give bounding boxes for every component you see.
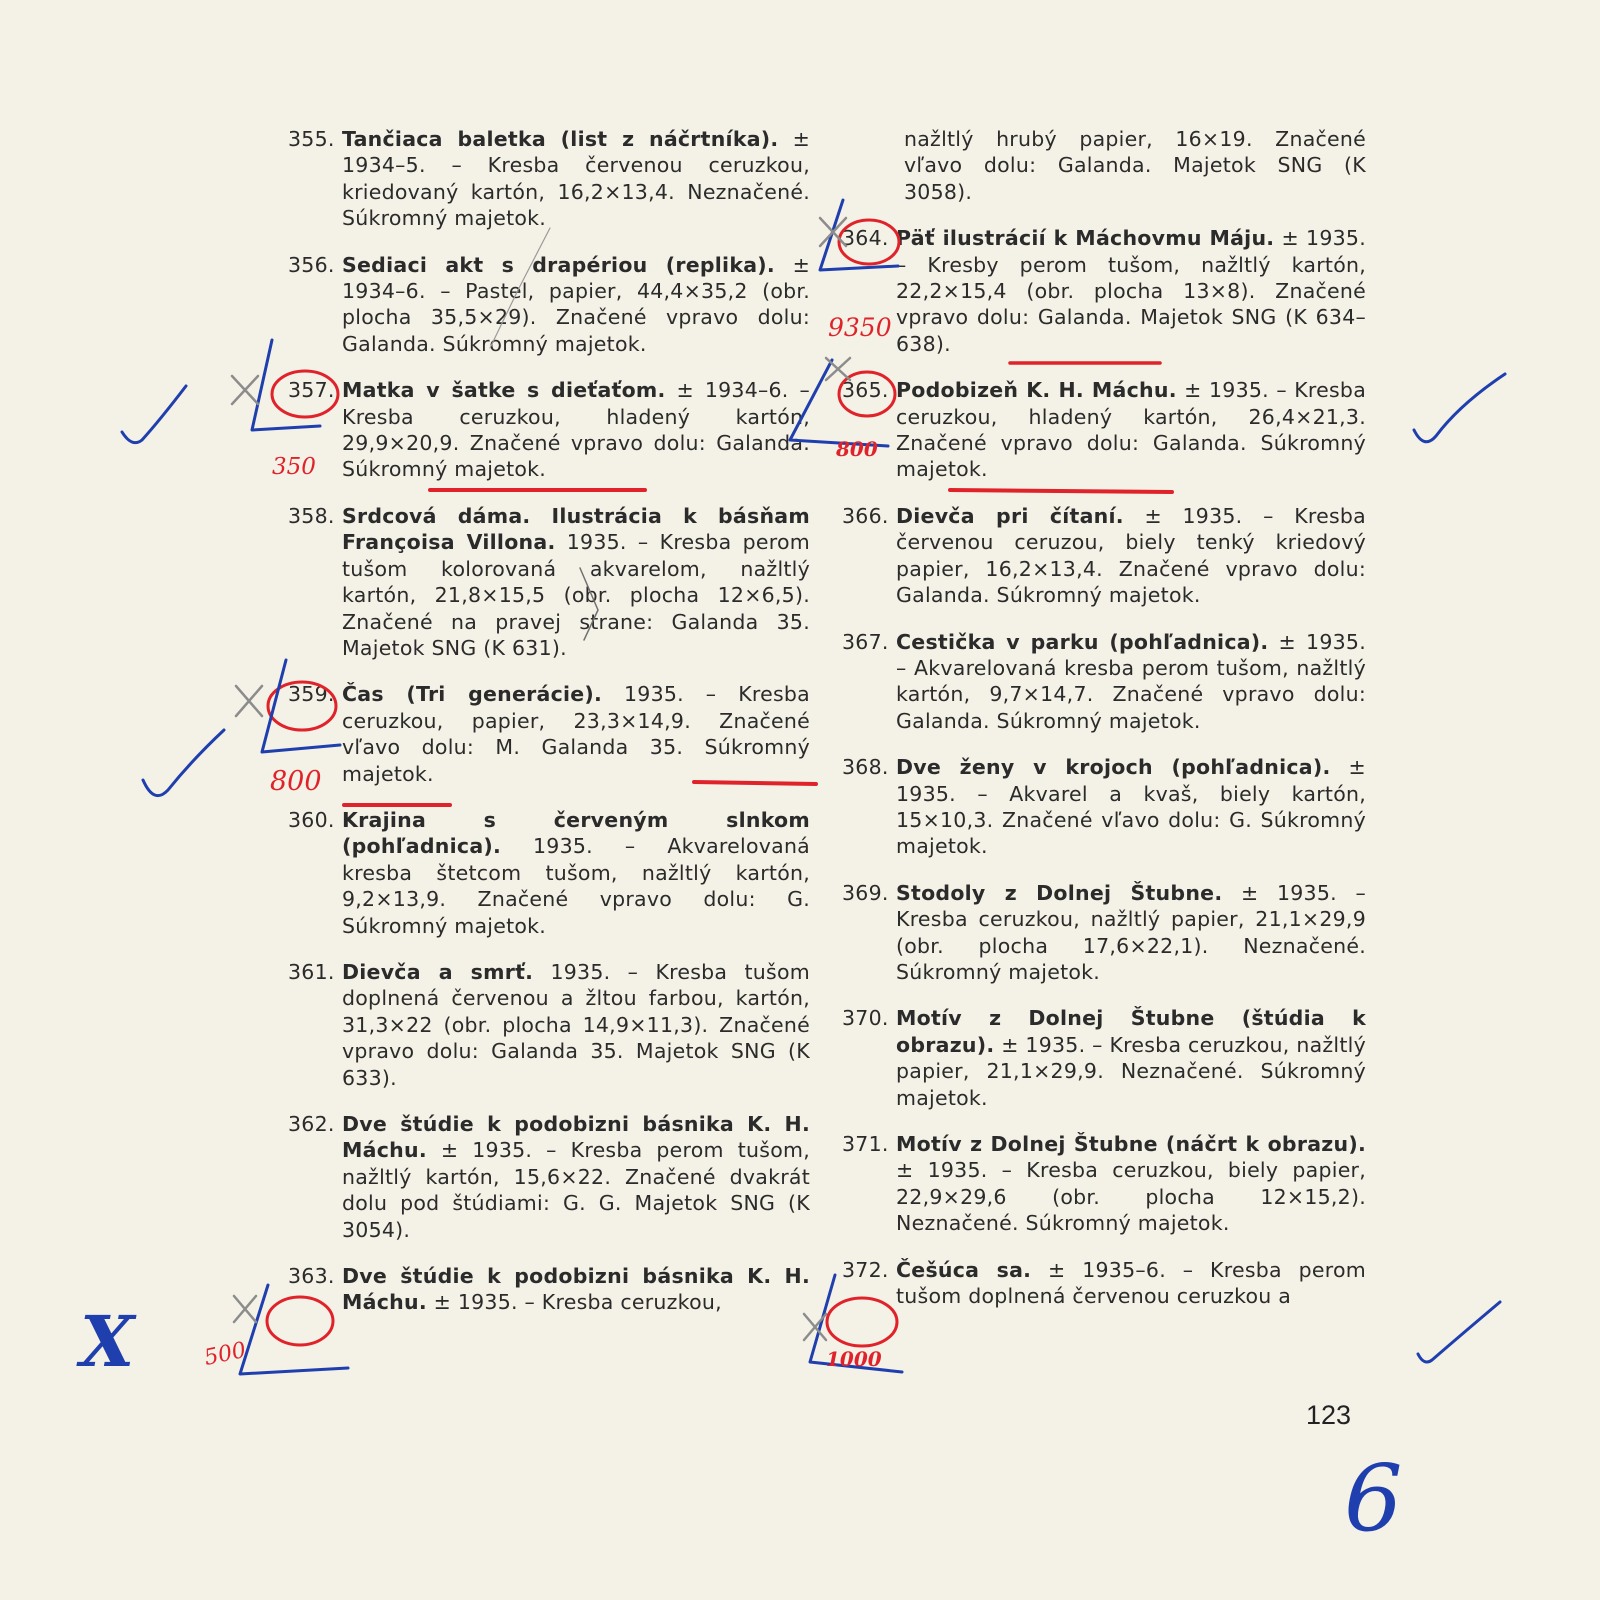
blue-checkmark <box>1414 374 1505 442</box>
catalog-entry-369 <box>842 880 1366 986</box>
pencil-x-mark <box>232 376 258 404</box>
price-note-364: 9350 <box>828 313 892 342</box>
entry-title: Dve štúdie k podobizni básnika K. H. Máchu. <box>342 1264 810 1315</box>
catalog-entry-370 <box>842 1005 1366 1111</box>
price-note-363: 500 <box>202 1337 249 1372</box>
catalog-entry-366 <box>842 503 1366 609</box>
entry-title: Sediaci akt s drapériou (replika). <box>342 252 775 277</box>
entry-text: ± 1934–6. – Pastel, papier, 44,4×35,2 (obr. plocha 35,5×29). Značené vpravo dolu: Galanda. Súkromný majetok. <box>342 252 810 356</box>
entry-title: Dievča pri čítaní. <box>896 503 1124 528</box>
entry-number: 360. <box>288 807 335 832</box>
entry-text: ± 1935. – Kresba ceruzkou, nažltlý papier, 21,1×29,9 (obr. plocha 17,6×22,1). Neznačené. Súkromný majetok. <box>896 880 1366 984</box>
entry-title: Čas (Tri generácie). <box>342 682 603 707</box>
pencil-x-mark <box>234 1296 256 1322</box>
entry-text: ± 1935. – Akvarel a kvaš, biely kartón, 15×10,3. Značené vľavo dolu: G. Súkromný majetok. <box>896 755 1366 859</box>
entry-text: ± 1935. – Kresba ceruzkou, biely papier, 22,9×29,6 (obr. plocha 12×15,2). Neznačené. Súkromný majetok. <box>896 1158 1366 1236</box>
catalog-entry-363-continued <box>904 126 1366 205</box>
entry-number: 364. <box>842 226 889 251</box>
entry-number: 365. <box>842 378 889 403</box>
entry-title: Motív z Dolnej Štubne (náčrt k obrazu). <box>896 1132 1366 1156</box>
catalog-entry-360 <box>288 807 810 939</box>
entry-number: 356. <box>288 252 335 277</box>
entry-text: 1935. – Kresba tušom doplnená červenou a žltou farbou, kartón, 31,3×22 (obr. plocha 14,9×11,3). Značené vpravo dolu: Galanda 35. Majetok SNG (K 633). <box>342 959 810 1090</box>
catalog-entry-371 <box>842 1131 1366 1237</box>
entry-text: ± 1935. – Kresba ceruzkou, hladený kartón, 26,4×21,3. Značené vpravo dolu: Galanda. Súkromný majetok. <box>896 378 1367 482</box>
entry-text: 1935. – Kresba ceruzkou, papier, 23,3×14,9. Značené vľavo dolu: M. Galanda 35. Súkromný majetok. <box>342 682 810 786</box>
entry-text: ± 1934–6. – Kresba ceruzkou, hladený kartón, 29,9×20,9. Značené vpravo dolu: Galanda. Súkromný majetok. <box>342 378 810 482</box>
catalog-entry-361 <box>288 959 810 1091</box>
entry-text: ± 1935. – Kresba perom tušom, nažltlý kartón, 15,6×22. Značené dvakrát dolu pod štúdiami: G. G. Majetok SNG (K 3054). <box>342 1138 810 1242</box>
catalog-entry-355 <box>288 126 810 232</box>
entry-title: Dievča a smrť. <box>342 959 534 984</box>
price-note-365: 800 <box>836 437 878 461</box>
entry-number: 355. <box>288 127 335 151</box>
entry-number: 368. <box>842 755 889 780</box>
entry-title: Srdcová dáma. Ilustrácia k básňam Françoisa Villona. <box>342 503 810 555</box>
catalog-entry-367 <box>842 629 1366 735</box>
catalog-entry-362 <box>288 1111 810 1243</box>
entry-text: ± 1935. – Kresba ceruzkou, <box>426 1290 722 1315</box>
blue-checkmark <box>143 730 224 796</box>
margin-x-mark: X <box>80 1300 135 1383</box>
entry-number: 372. <box>842 1257 889 1282</box>
entry-number: 370. <box>842 1006 889 1031</box>
entry-text: ± 1935. – Kresba červenou ceruzou, biely tenký kriedový papier, 16,2×13,4. Značené vpravo dolu: Galanda. Súkromný majetok. <box>896 503 1366 608</box>
entry-text: ± 1935. – Kresba ceruzkou, nažltlý papier, 21,1×29,9. Neznačené. Súkromný majetok. <box>896 1032 1366 1110</box>
entry-title: Matka v šatke s dieťaťom. <box>342 378 666 403</box>
page-mark: 6 <box>1344 1445 1403 1552</box>
entry-number: 366. <box>842 503 889 528</box>
entry-title: Podobizeň K. H. Máchu. <box>896 378 1177 403</box>
blue-checkmark <box>122 386 186 443</box>
left-column <box>288 126 810 1336</box>
entry-title: Cestička v parku (pohľadnica). <box>896 629 1269 654</box>
entry-title: Motív z Dolnej Štubne (štúdia k obrazu). <box>896 1006 1366 1057</box>
entry-title: Dve štúdie k podobizni básnika K. H. Máchu. <box>342 1112 810 1163</box>
catalog-entry-365 <box>842 377 1366 483</box>
catalog-entry-359 <box>288 681 810 787</box>
catalog-entry-363 <box>288 1263 810 1316</box>
entry-number: 362. <box>288 1112 335 1136</box>
catalog-entry-368 <box>842 754 1366 860</box>
entry-text: ± 1934–5. – Kresba červenou ceruzkou, kriedovaný kartón, 16,2×13,4. Neznačené. Súkromný majetok. <box>342 127 810 231</box>
catalog-entry-356 <box>288 252 810 358</box>
entry-text: ± 1935–6. – Kresba perom tušom doplnená červenou ceruzkou a <box>896 1257 1366 1309</box>
price-note-359: 800 <box>270 766 322 797</box>
entry-text: ± 1935. – Akvarelovaná kresba perom tušom, nažltlý kartón, 9,7×14,7. Značené vpravo dolu: Galanda. Súkromný majetok. <box>896 629 1366 733</box>
entry-text: 1935. – Kresba perom tušom kolorovaná akvarelom, nažltlý kartón, 21,8×15,5 (obr. plocha 12×6,5). Značené na pravej strane: Galanda 35. Majetok SNG (K 631). <box>342 530 810 660</box>
entry-title: Krajina s červeným slnkom (pohľadnica). <box>342 807 810 859</box>
entry-title: Dve ženy v krojoch (pohľadnica). <box>896 755 1331 780</box>
entry-number: 363. <box>288 1264 335 1289</box>
page-number: 123 <box>1306 1400 1352 1430</box>
catalog-entry-358 <box>288 503 810 661</box>
entry-number: 369. <box>842 880 889 905</box>
entry-text: ± 1935. – Kresby perom tušom, nažltlý kartón, 22,2×15,4 (obr. plocha 13×8). Značené vpravo dolu: Galanda. Majetok SNG (K 634–638). <box>896 226 1366 356</box>
entry-number: 367. <box>842 629 889 654</box>
entry-title: Stodoly z Dolnej Štubne. <box>896 880 1223 905</box>
entry-number: 359. <box>288 682 335 707</box>
entry-number: 361. <box>288 959 335 984</box>
entry-text: nažltlý hrubý papier, 16×19. Značené vľavo dolu: Galanda. Majetok SNG (K 3058). <box>904 127 1366 204</box>
entry-title: Päť ilustrácií k Máchovmu Máju. <box>896 226 1275 251</box>
entry-title: Češúca sa. <box>896 1257 1032 1282</box>
catalog-entry-364 <box>842 225 1366 357</box>
right-column <box>842 126 1366 1329</box>
entry-title: Tančiaca baletka (list z náčrtníka). <box>342 127 779 151</box>
price-note-372: 1000 <box>826 1347 882 1371</box>
catalog-entry-372 <box>842 1257 1366 1310</box>
blue-checkmark <box>1418 1302 1500 1362</box>
catalog-entry-357 <box>288 377 810 483</box>
pencil-x-mark <box>236 686 262 716</box>
entry-number: 358. <box>288 503 335 528</box>
entry-text: 1935. – Akvarelovaná kresba štetcom tušom, nažltlý kartón, 9,2×13,9. Značené vpravo dolu: G. Súkromný majetok. <box>342 834 810 938</box>
price-note-357: 350 <box>272 454 316 480</box>
entry-number: 371. <box>842 1132 889 1156</box>
entry-number: 357. <box>288 378 335 403</box>
